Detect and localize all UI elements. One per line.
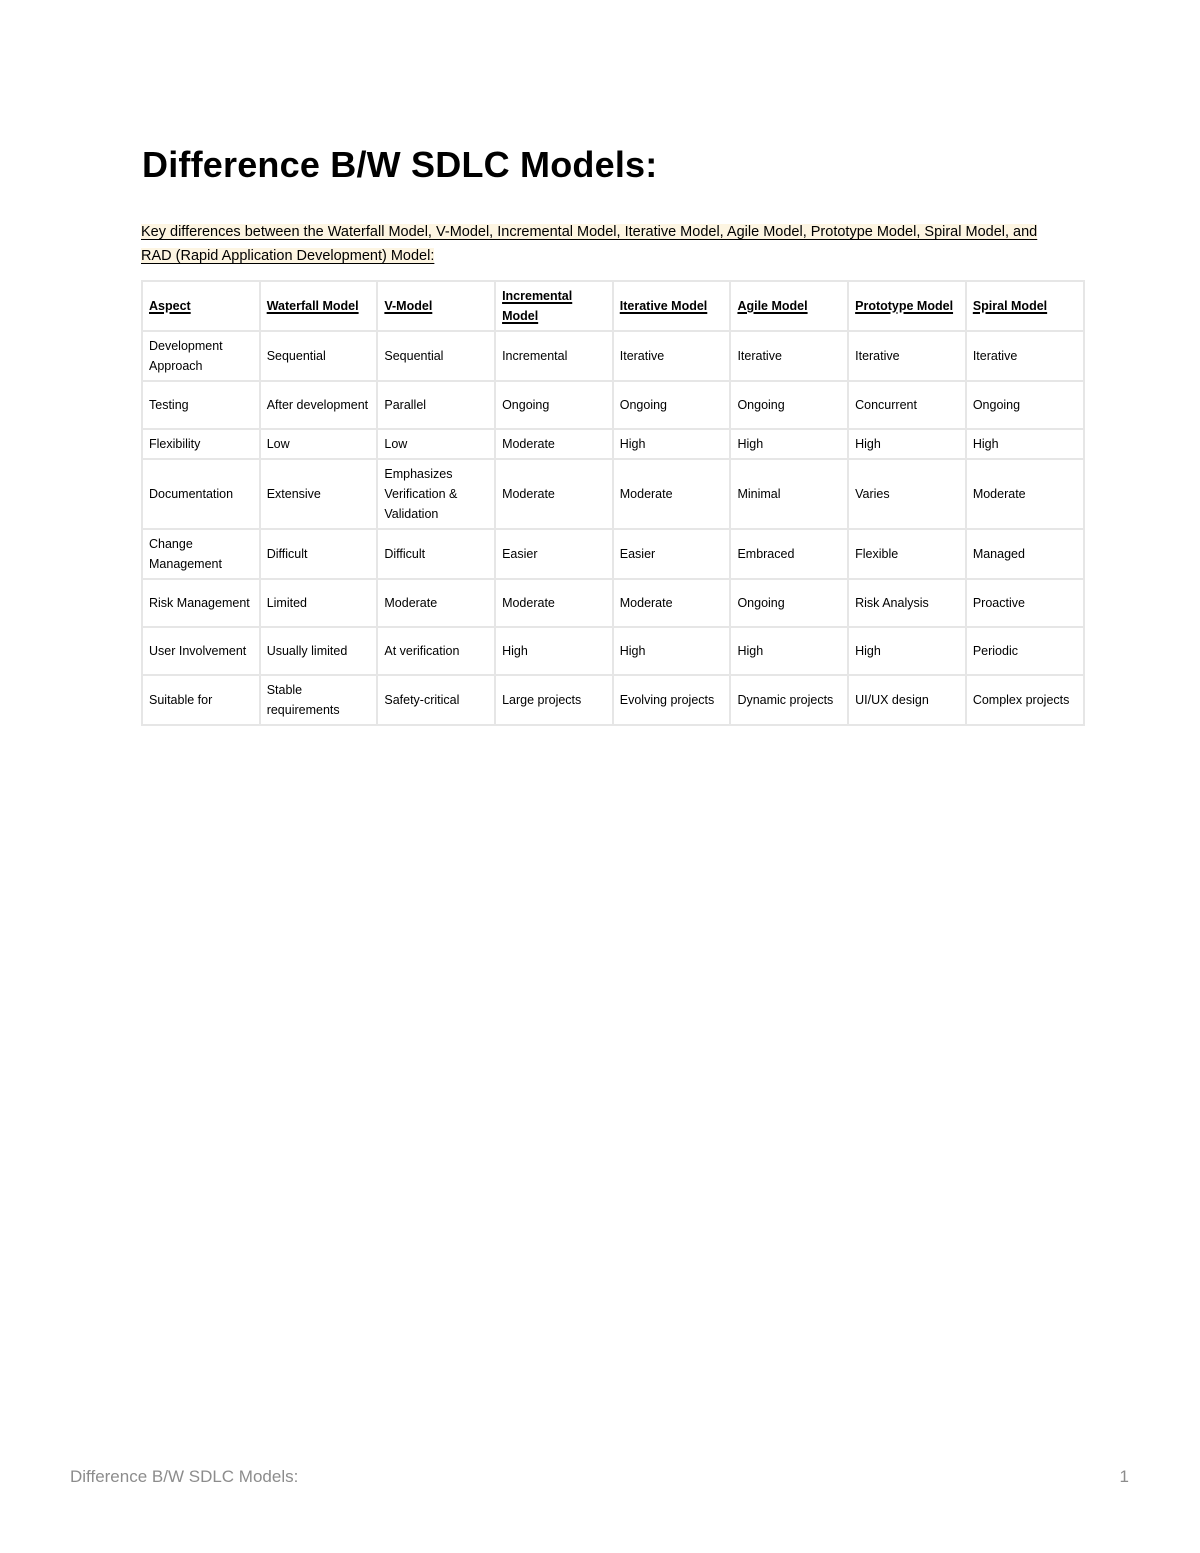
table-cell: Incremental bbox=[495, 331, 613, 381]
table-cell: High bbox=[730, 627, 848, 675]
table-cell: Sequential bbox=[377, 331, 495, 381]
table-cell: Flexible bbox=[848, 529, 966, 579]
table-cell: Stable requirements bbox=[260, 675, 378, 725]
table-cell: High bbox=[966, 429, 1084, 459]
table-cell: Moderate bbox=[377, 579, 495, 627]
table-cell: Ongoing bbox=[495, 381, 613, 429]
header-cell: V-Model bbox=[377, 281, 495, 331]
intro-paragraph bbox=[141, 220, 1061, 268]
sdlc-comparison-table bbox=[141, 280, 1085, 726]
table-cell: High bbox=[495, 627, 613, 675]
header-cell: Agile Model bbox=[730, 281, 848, 331]
intro-highlighted-text: Key differences between the Waterfall Model, V-Model, Incremental Model, Iterative Model, Agile Model, Prototype Model, Spiral Model, and RAD (Rapid Application Development) Model: bbox=[141, 224, 1038, 264]
table-cell: Low bbox=[377, 429, 495, 459]
header-cell: Prototype Model bbox=[848, 281, 966, 331]
table-cell: Limited bbox=[260, 579, 378, 627]
table-cell: Iterative bbox=[966, 331, 1084, 381]
row-label: Change Management bbox=[142, 529, 260, 579]
row-label: Risk Management bbox=[142, 579, 260, 627]
table-cell: Usually limited bbox=[260, 627, 378, 675]
table-row bbox=[142, 459, 1084, 529]
table-cell: After development bbox=[260, 381, 378, 429]
table-cell: Sequential bbox=[260, 331, 378, 381]
table-cell: Ongoing bbox=[730, 381, 848, 429]
page-number: 1 bbox=[1119, 1467, 1129, 1486]
table-cell: High bbox=[730, 429, 848, 459]
row-label: Documentation bbox=[142, 459, 260, 529]
table-cell: Periodic bbox=[966, 627, 1084, 675]
table-row bbox=[142, 579, 1084, 627]
header-cell: Aspect bbox=[142, 281, 260, 331]
header-cell: Iterative Model bbox=[613, 281, 731, 331]
table-cell: Managed bbox=[966, 529, 1084, 579]
header-cell: Waterfall Model bbox=[260, 281, 378, 331]
footer-title: Difference B/W SDLC Models: bbox=[70, 1467, 299, 1486]
page-title: Difference B/W SDLC Models: bbox=[142, 144, 658, 185]
row-label: Development Approach bbox=[142, 331, 260, 381]
table-cell: Iterative bbox=[848, 331, 966, 381]
table-row bbox=[142, 429, 1084, 459]
table-cell: Easier bbox=[495, 529, 613, 579]
table-cell: Risk Analysis bbox=[848, 579, 966, 627]
table-cell: Proactive bbox=[966, 579, 1084, 627]
table-cell: Moderate bbox=[613, 579, 731, 627]
table-header-row bbox=[142, 281, 1084, 331]
row-label: Testing bbox=[142, 381, 260, 429]
table-cell: At verification bbox=[377, 627, 495, 675]
table-cell: Safety-critical bbox=[377, 675, 495, 725]
table-cell: Concurrent bbox=[848, 381, 966, 429]
table-cell: Large projects bbox=[495, 675, 613, 725]
table-row bbox=[142, 675, 1084, 725]
table-cell: UI/UX design bbox=[848, 675, 966, 725]
table-cell: Low bbox=[260, 429, 378, 459]
table-cell: Emphasizes Verification & Validation bbox=[377, 459, 495, 529]
table-cell: Iterative bbox=[730, 331, 848, 381]
table-cell: Extensive bbox=[260, 459, 378, 529]
table-cell: Moderate bbox=[495, 429, 613, 459]
table-cell: Moderate bbox=[495, 579, 613, 627]
header-cell: Incremental Model bbox=[495, 281, 613, 331]
table-cell: High bbox=[848, 627, 966, 675]
table-cell: Minimal bbox=[730, 459, 848, 529]
table-cell: Embraced bbox=[730, 529, 848, 579]
table-cell: Dynamic projects bbox=[730, 675, 848, 725]
table-cell: High bbox=[613, 627, 731, 675]
table-row bbox=[142, 331, 1084, 381]
table-cell: High bbox=[613, 429, 731, 459]
table-cell: Difficult bbox=[377, 529, 495, 579]
table-cell: Iterative bbox=[613, 331, 731, 381]
table-cell: Parallel bbox=[377, 381, 495, 429]
table-row bbox=[142, 381, 1084, 429]
header-cell: Spiral Model bbox=[966, 281, 1084, 331]
table-cell: Ongoing bbox=[730, 579, 848, 627]
table-cell: Complex projects bbox=[966, 675, 1084, 725]
table-cell: Moderate bbox=[966, 459, 1084, 529]
row-label: User Involvement bbox=[142, 627, 260, 675]
table-cell: Easier bbox=[613, 529, 731, 579]
table-cell: Ongoing bbox=[613, 381, 731, 429]
table-cell: High bbox=[848, 429, 966, 459]
row-label: Suitable for bbox=[142, 675, 260, 725]
table-row bbox=[142, 627, 1084, 675]
table-cell: Ongoing bbox=[966, 381, 1084, 429]
row-label: Flexibility bbox=[142, 429, 260, 459]
table-cell: Varies bbox=[848, 459, 966, 529]
table-row bbox=[142, 529, 1084, 579]
table-cell: Moderate bbox=[495, 459, 613, 529]
table-cell: Moderate bbox=[613, 459, 731, 529]
table-cell: Evolving projects bbox=[613, 675, 731, 725]
table-cell: Difficult bbox=[260, 529, 378, 579]
